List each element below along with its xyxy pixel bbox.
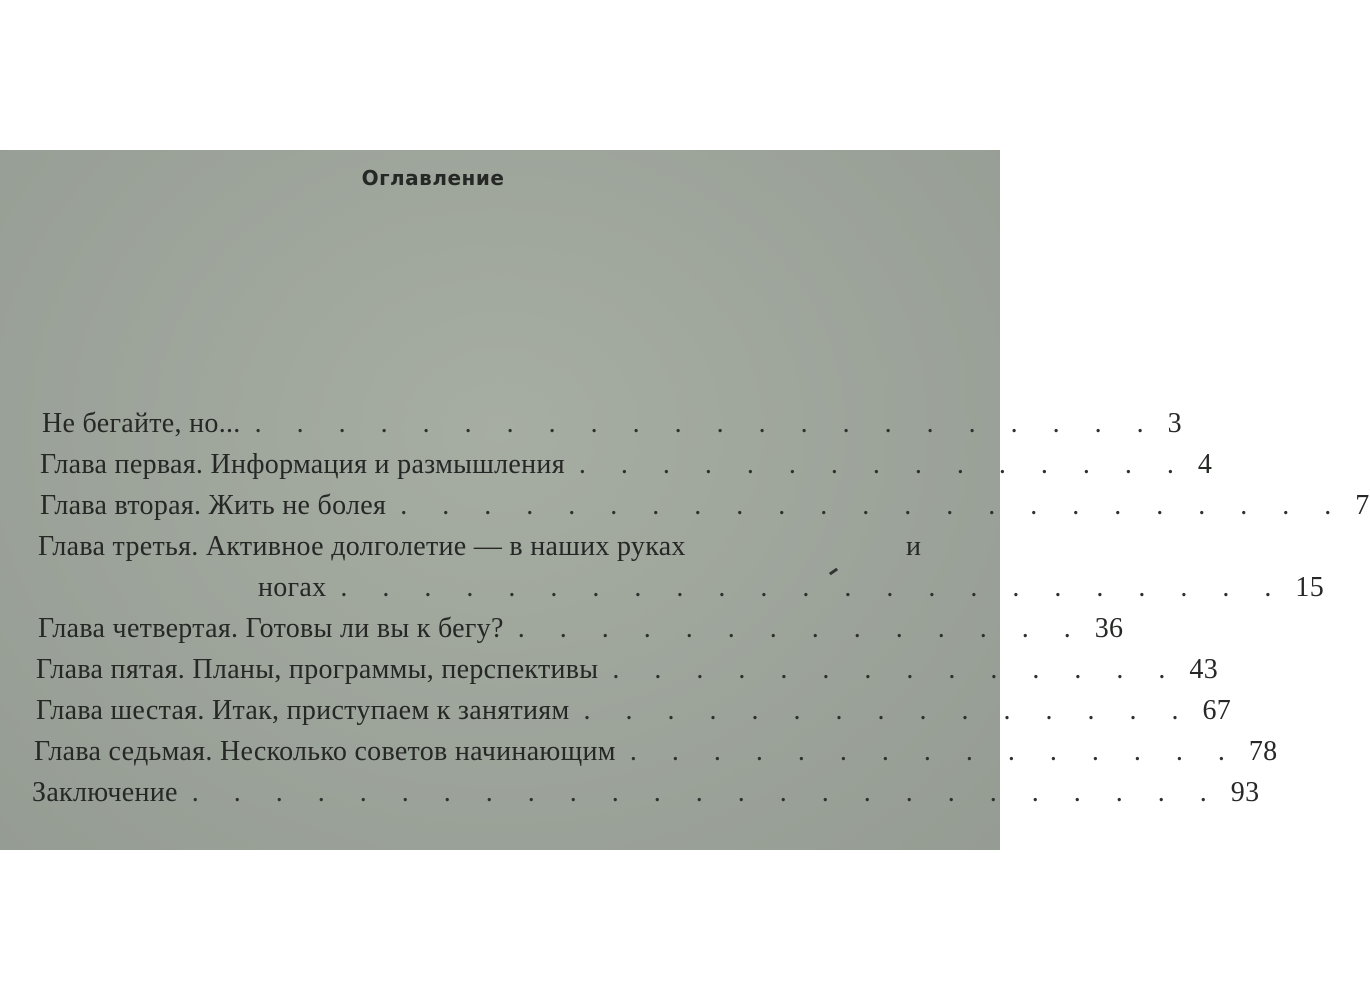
toc-entry-chapter-3-line-1 <box>38 531 686 563</box>
toc-leader-dots: . . . . . . . . . . . . . . . . . . . . . . . <box>340 572 1286 603</box>
toc-leader-dots: . . . . . . . . . . . . . . <box>517 613 1085 644</box>
toc-page-number: 3 <box>1167 408 1182 439</box>
toc-entry-label: Глава шестая. Итак, приступаем к занятиям <box>36 695 570 726</box>
toc-entry-chapter-7 <box>34 736 1278 770</box>
toc-entry-label: Заключение <box>32 777 178 808</box>
toc-leader-dots: . . . . . . . . . . . . . . . . . . . . . . . . . <box>191 777 1221 808</box>
toc-entry-conclusion <box>32 777 1260 811</box>
toc-entry-label: Глава первая. Информация и размышления <box>40 449 565 480</box>
toc-entry-chapter-3-line-2 <box>258 572 1325 606</box>
toc-entry-label: Глава четвертая. Готовы ли вы к бегу? <box>38 613 504 644</box>
toc-entry-chapter-2 <box>40 490 1370 524</box>
toc-page-number: 67 <box>1202 695 1232 726</box>
toc-entry-label: Глава седьмая. Несколько советов начинающим <box>34 736 616 767</box>
toc-entry-chapter-3-and <box>906 531 921 563</box>
toc-entry-chapter-5 <box>36 654 1219 688</box>
toc-entry-label: Глава третья. Активное долголетие — в наших руках <box>38 531 686 562</box>
toc-entry-label: Глава вторая. Жить не болея <box>40 490 387 521</box>
toc-page-number: 36 <box>1094 613 1124 644</box>
toc-page-number: 93 <box>1230 777 1260 808</box>
toc-leader-dots: . . . . . . . . . . . . . . . . . . . . . . <box>254 408 1158 439</box>
toc-leader-dots: . . . . . . . . . . . . . . . <box>629 736 1239 767</box>
toc-leader-dots: . . . . . . . . . . . . . . . . . . . . . . . <box>400 490 1346 521</box>
toc-leader-dots: . . . . . . . . . . . . . . <box>612 654 1180 685</box>
book-page <box>0 150 1370 850</box>
toc-entry-continuation-word: и <box>906 531 922 562</box>
toc-entry-chapter-4 <box>38 613 1124 647</box>
toc-page-number: 4 <box>1197 449 1213 480</box>
toc-leader-dots: . . . . . . . . . . . . . . . <box>583 695 1193 726</box>
toc-entry-intro <box>42 408 1182 442</box>
toc-page-number: 7 <box>1355 490 1370 521</box>
toc-entry-label: ногах <box>258 572 327 603</box>
toc-entry-label: Не бегайте, но... <box>42 408 241 439</box>
toc-entry-chapter-6 <box>36 695 1232 729</box>
toc-title: Оглавление <box>361 166 505 190</box>
toc-page-number: 15 <box>1295 572 1325 603</box>
toc-page-number: 78 <box>1248 736 1278 767</box>
toc-entry-label: Глава пятая. Планы, программы, перспективы <box>36 654 599 685</box>
toc-leader-dots: . . . . . . . . . . . . . . . <box>578 449 1188 480</box>
toc-page-number: 43 <box>1189 654 1219 685</box>
toc-entry-chapter-1 <box>40 449 1213 483</box>
